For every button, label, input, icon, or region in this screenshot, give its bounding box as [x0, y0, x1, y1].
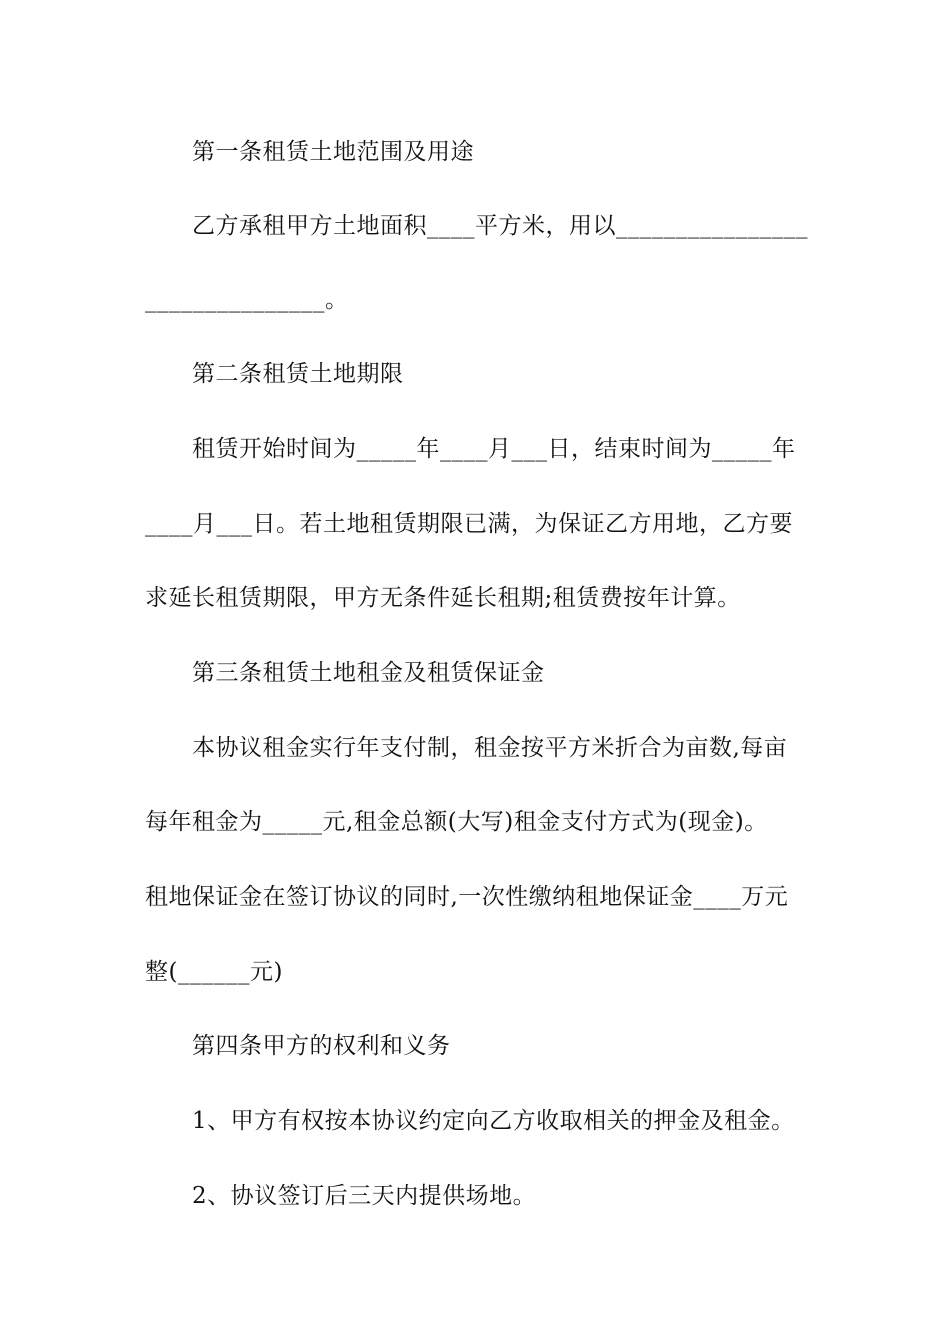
article-4-heading: 第四条甲方的权利和义务: [192, 1033, 451, 1059]
article-4-item-2: 2、协议签订后三天内提供场地。: [192, 1183, 537, 1209]
article-3-text-line-1: 本协议租金实行年支付制，租金按平方米折合为亩数,每亩: [192, 735, 788, 761]
article-2-heading: 第二条租赁土地期限: [192, 361, 404, 387]
article-3-text-line-3: 租地保证金在签订协议的同时,一次性缴纳租地保证金____万元: [145, 884, 789, 910]
article-3-text-line-4: 整(______元): [145, 959, 283, 985]
article-3-text-line-2: 每年租金为_____元,租金总额(大写)租金支付方式为(现金)。: [145, 809, 768, 835]
article-4-item-1: 1、甲方有权按本协议约定向乙方收取相关的押金及租金。: [192, 1108, 795, 1134]
article-2-text-line-3: 求延长租赁期限，甲方无条件延长租期;租赁费按年计算。: [145, 585, 741, 611]
article-2-text-line-1: 租赁开始时间为_____年____月___日，结束时间为_____年: [192, 436, 796, 462]
article-1-text-line-2: _______________。: [145, 287, 349, 313]
article-1-heading: 第一条租赁土地范围及用途: [192, 139, 474, 165]
article-2-text-line-2: ____月___日。若土地租赁期限已满，为保证乙方用地，乙方要: [145, 511, 793, 537]
article-3-heading: 第三条租赁土地租金及租赁保证金: [192, 660, 545, 686]
article-1-text-line-1: 乙方承租甲方土地面积____平方米，用以________________: [192, 213, 808, 239]
